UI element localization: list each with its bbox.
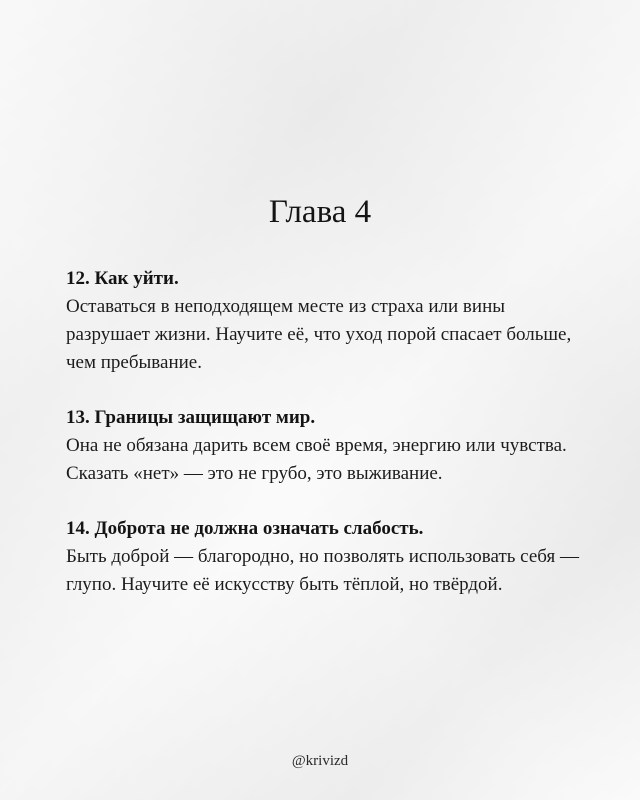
section-body: Оставаться в неподходящем месте из страха или вины разрушает жизни. Научите её, что уход порой спасает больше, чем пребывание.	[66, 296, 572, 373]
author-handle: @krivizd	[291, 753, 349, 769]
section-body: Она не обязана дарить всем своё время, энергию или чувства. Сказать «нет» — это не грубо, это выживание.	[66, 435, 567, 484]
content	[66, 264, 586, 625]
section-12	[66, 264, 586, 377]
section-14	[66, 514, 586, 599]
section-heading: 12. Как уйти.	[66, 268, 179, 289]
section-13	[66, 403, 586, 488]
section-heading: 13. Границы защищают мир.	[66, 407, 316, 428]
section-heading: 14. Доброта не должна означать слабость.	[66, 518, 424, 539]
chapter-title: Глава 4	[268, 194, 372, 230]
section-body: Быть доброй — благородно, но позволять использовать себя — глупо. Научите её искусству быть тёплой, но твёрдой.	[66, 546, 579, 595]
